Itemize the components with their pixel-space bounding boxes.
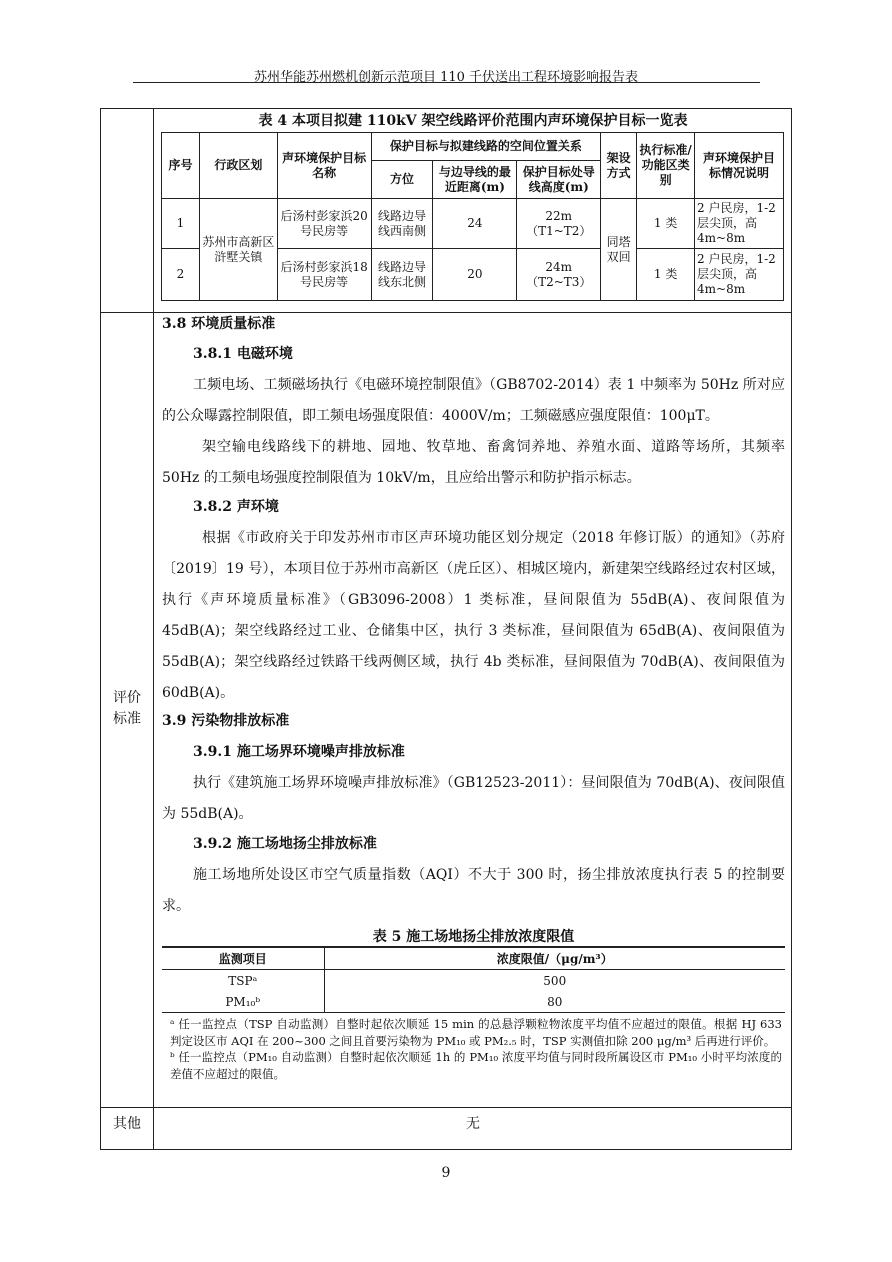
paragraph-construction-noise: 执行《建筑施工场界环境噪声排放标准》（GB12523-2011）：昼间限值为 70dB(A)、夜间限值为 55dB(A)。 (162, 775, 785, 822)
table5-cell-item: PM₁₀ᵇ (162, 991, 324, 1013)
header-distance: 与边导线的最近距离(m) (433, 161, 517, 199)
section-heading-3-8-2: 3.8.2 声环境 (193, 499, 279, 515)
header-seq: 序号 (162, 133, 200, 199)
table5-title: 表 5 施工场地扬尘排放浓度限值 (372, 929, 575, 945)
cell-desc: 2 户民房，1-2 层尖顶，高 4m~8m (695, 249, 784, 301)
table5-header-limit: 浓度限值/（μg/m³） (324, 947, 785, 970)
header-relation: 保护目标与拟建线路的空间位置关系 (371, 133, 601, 161)
table5-note-b: ᵇ 任一监控点（PM₁₀ 自动监测）自整时起依次顺延 1h 的 PM₁₀ 浓度平均值与同时段所属设区市 PM₁₀ 小时平均浓度的差值不应超过的限值。 (170, 1050, 782, 1081)
section-heading-3-9-2: 3.9.2 施工场地扬尘排放标准 (193, 836, 377, 852)
cell-district: 苏州市高新区浒墅关镇 (199, 199, 277, 301)
cell-distance: 24 (433, 199, 517, 249)
page-number: 9 (441, 1165, 451, 1181)
header-erect: 架设方式 (601, 133, 637, 199)
page-header: 苏州华能苏州燃机创新示范项目 110 千伏送出工程环境影响报告表 (253, 70, 639, 85)
height-value: 22m (545, 208, 573, 223)
table5-cell-value: 500 (543, 973, 567, 988)
cell-standard: 1 类 (637, 249, 695, 301)
table5-notes (170, 1016, 782, 1082)
side-label-eval-line1: 评价 (113, 690, 141, 706)
table5-cell-item: TSPᵃ (162, 970, 324, 992)
table4 (161, 132, 784, 301)
table4-title: 表 4 本项目拟建 110kV 架空线路评价范围内声环境保护目标一览表 (258, 113, 688, 129)
section-heading-3-9: 3.9 污染物排放标准 (162, 713, 290, 729)
paragraph-em: 工频电场、工频磁场执行《电磁环境控制限值》（GB8702-2014）表 1 中频率为 50Hz 所对应的公众曝露控制限值，即工频电场强度限值：4000V/m；工频磁感应强度限值：100μT。 (162, 377, 785, 424)
table5-cell-value: 80 (324, 991, 785, 1013)
table5 (162, 946, 785, 1013)
cell-seq: 1 (162, 199, 200, 249)
table-row (162, 991, 785, 1013)
other-value: 无 (466, 1116, 480, 1132)
column-divider (153, 108, 154, 1150)
cell-standard: 1 类 (637, 199, 695, 249)
cell-distance: 20 (433, 249, 517, 301)
header-target-name: 声环境保护目标名称 (277, 133, 371, 199)
header-direction: 方位 (371, 161, 433, 199)
cell-height (517, 199, 601, 249)
paragraph-dust: 施工场地所处设区市空气质量指数（AQI）不大于 300 时，扬尘排放浓度执行表 5 的控制要求。 (162, 867, 785, 914)
cell-seq: 2 (162, 249, 200, 301)
table-row (162, 970, 785, 992)
height-value: 24m (545, 259, 573, 274)
table5-note-a: ᵃ 任一监控点（TSP 自动监测）自整时起依次顺延 15 min 的总悬浮颗粒物浓度平均值不应超过的限值。根据 HJ 633 判定设区市 AQI 在 200~300 之间且首要污染物为 PM₁₀ 或 PM₂.₅ 时，TSP 实测值扣除 200 μg/m³ 后再进行评价。 (170, 1017, 782, 1048)
header-district: 行政区划 (199, 133, 277, 199)
section-heading-3-8-1: 3.8.1 电磁环境 (193, 346, 293, 362)
paragraph-em-lines: 架空输电线路线下的耕地、园地、牧草地、畜禽饲养地、养殖水面、道路等场所，其频率 50Hz 的工频电场强度控制限值为 10kV/m，且应给出警示和防护指示标志。 (162, 439, 785, 486)
section-heading-3-8: 3.8 环境质量标准 (162, 316, 276, 332)
side-label-other: 其他 (113, 1116, 141, 1132)
cell-direction: 线路边导线东北侧 (371, 249, 433, 301)
span-value: （T2~T3） (526, 274, 592, 289)
row-divider (100, 1107, 792, 1108)
header-rule (133, 82, 760, 83)
header-standard: 执行标准/功能区类别 (637, 133, 695, 199)
side-label-eval (101, 688, 153, 730)
cell-desc: 2 户民房，1-2 层尖顶，高 4m~8m (695, 199, 784, 249)
span-value: （T1~T2） (526, 223, 592, 238)
paragraph-noise: 根据《市政府关于印发苏州市市区声环境功能区划分规定（2018 年修订版）的通知》（苏府〔2019〕19 号），本项目位于苏州市高新区（虎丘区）、相城区境内，新建架空线路经过农村区域，执行《声环境质量标准》（GB3096-2008）1 类标准，昼间限值为 55dB(A)、夜间限值为 45dB(A)；架空线路经过工业、仓储集中区，执行 3 类标准，昼间限值为 65dB(A)、夜间限值为 55dB(A)；架空线路经过铁路干线两侧区域，执行 4b 类标准，昼间限值为 70dB(A)、夜间限值为 60dB(A)。 (162, 530, 785, 701)
cell-erect: 同塔双回 (601, 199, 637, 301)
cell-target-name: 后汤村彭家浜20 号民房等 (277, 199, 371, 249)
cell-direction: 线路边导线西南侧 (371, 199, 433, 249)
side-label-eval-line2: 标准 (113, 711, 141, 727)
header-height: 保护目标处导线高度(m) (517, 161, 601, 199)
section-heading-3-9-1: 3.9.1 施工场界环境噪声排放标准 (193, 744, 405, 760)
header-desc: 声环境保护目标情况说明 (695, 133, 784, 199)
table5-header-item: 监测项目 (162, 947, 324, 970)
cell-target-name: 后汤村彭家浜18 号民房等 (277, 249, 371, 301)
cell-height (517, 249, 601, 301)
table-row (162, 199, 784, 249)
